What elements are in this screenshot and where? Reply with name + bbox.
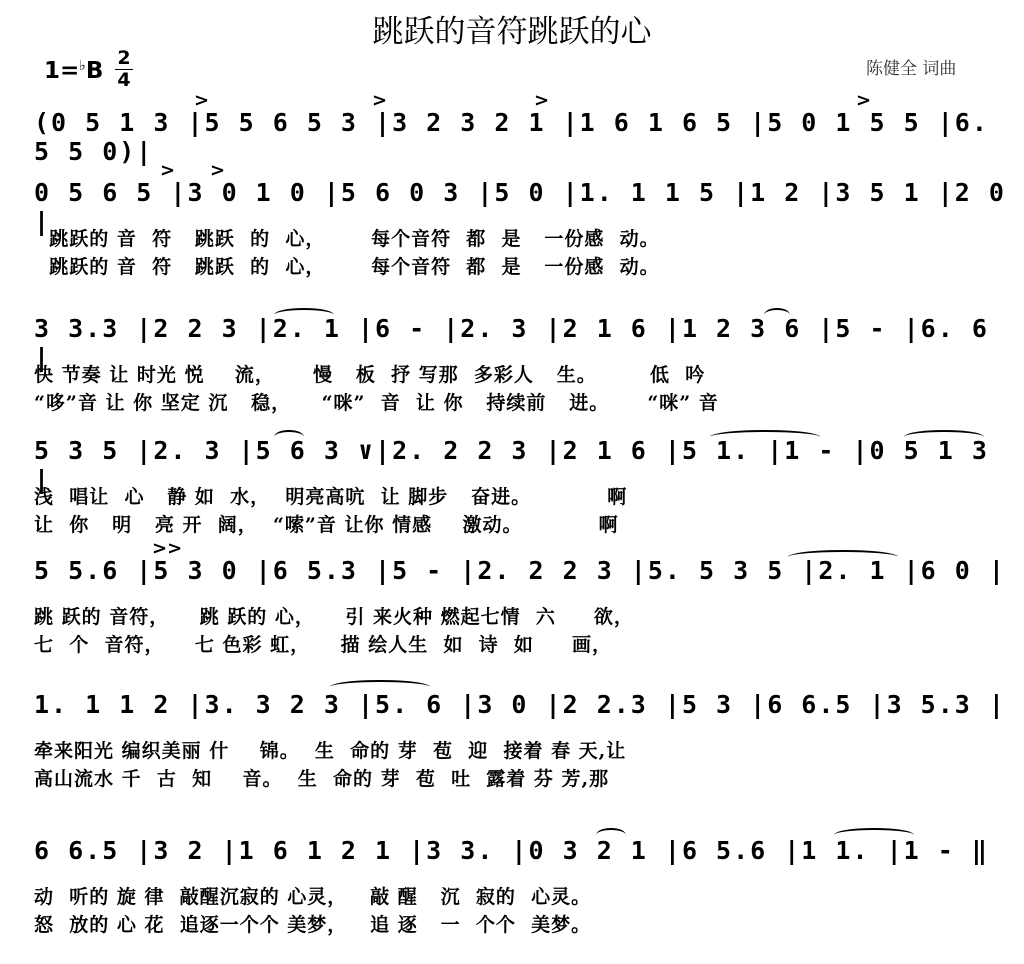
accent-mark: > <box>194 90 210 111</box>
key-note: B <box>85 58 104 84</box>
lyric-verse-1: 牵来阳光 编织美丽 什 锦。 生 命的 芽 苞 迎 接着 春 天,让 <box>34 740 627 762</box>
accent-mark: > <box>856 90 872 111</box>
notation-row: 0 5 6 5 |3 0 1 0 |5 6 0 3 |5 0 |1. 1 1 5 |1 2 |3 5 1 |2 0 | <box>34 178 1006 236</box>
composer-credit: 陈健全 词曲 <box>866 59 957 79</box>
notation-row: 6 6.5 |3 2 |1 6 1 2 1 |3 3. |0 3 2 1 |6 5.6 |1 1. |1 - ‖ <box>34 836 989 865</box>
lyric-verse-1: 跳 跃的 音符， 跳 跃的 心， 引 来火种 燃起七情 六 欲， <box>34 606 634 628</box>
meter-top: 2 <box>115 48 133 70</box>
accent-mark: > <box>160 160 176 181</box>
tie-mark <box>834 828 914 842</box>
meter-bottom: 4 <box>117 69 131 91</box>
lyric-verse-2: 七 个 音符， 七 色彩 虹， 描 绘人生 如 诗 如 画， <box>34 634 612 656</box>
flat-sign: ♭ <box>79 58 86 74</box>
tie-mark <box>710 430 820 444</box>
key-label: 1= <box>44 58 80 84</box>
slur-mark <box>274 308 334 322</box>
notation-row: 3 3.3 |2 2 3 |2. 1 |6 - |2. 3 |2 1 6 |1 2 3 6 |5 - |6. 6 | <box>34 314 989 372</box>
slur-mark <box>788 550 898 564</box>
notation-row: 5 3 5 |2. 3 |5 6 3 ∨|2. 2 2 3 |2 1 6 |5 1. |1 - |0 5 1 3 | <box>34 436 989 494</box>
slur-mark <box>330 680 430 694</box>
accent-mark: > <box>372 90 388 111</box>
lyric-verse-2: 高山流水 千 古 知 音。 生 命的 芽 苞 吐 露着 芬 芳,那 <box>34 768 610 790</box>
slur-mark <box>274 430 304 444</box>
lyric-verse-2: 怒 放的 心 花 追逐一个个 美梦， 追 逐 一 个个 美梦。 <box>34 914 592 936</box>
accent-mark: > <box>210 160 226 181</box>
fermata-mark <box>596 828 626 842</box>
key-signature <box>44 58 103 84</box>
lyric-verse-1: 快 节奏 让 时光 悦 流， 慢 板 抒 写那 多彩人 生。 低 吟 <box>34 364 706 386</box>
notation-row: 5 5.6 |5 3 0 |6 5.3 |5 - |2. 2 2 3 |5. 5 3 5 |2. 1 |6 0 | <box>34 556 1006 585</box>
lyric-verse-2: 跳跃的 音 符 跳跃 的 心， 每个音符 都 是 一份感 动。 <box>34 256 660 278</box>
accent-mark: >> <box>152 538 183 559</box>
notation-row: 1. 1 1 2 |3. 3 2 3 |5. 6 |3 0 |2 2.3 |5 3 |6 6.5 |3 5.3 | <box>34 690 1006 719</box>
time-signature <box>115 48 133 91</box>
notation-row: (0 5 1 3 |5 5 6 5 3 |3 2 3 2 1 |1 6 1 6 5 |5 0 1 5 5 |6. 5 5 0)| <box>34 108 989 166</box>
lyric-verse-1: 动 听的 旋 律 敲醒沉寂的 心灵， 敲 醒 沉 寂的 心灵。 <box>34 886 592 908</box>
lyric-verse-1: 跳跃的 音 符 跳跃 的 心， 每个音符 都 是 一份感 动。 <box>34 228 660 250</box>
fermata-mark <box>764 308 790 322</box>
accent-mark: > <box>534 90 550 111</box>
lyric-verse-2: “哆”音 让 你 坚定 沉 稳， “咪” 音 让 你 持续前 进。 “咪” 音 <box>34 392 719 414</box>
song-title: 跳跃的音符跳跃的心 <box>372 14 652 50</box>
slur-mark <box>904 430 984 444</box>
lyric-verse-1: 浅 唱让 心 静 如 水， 明亮高吭 让 脚步 奋进。 啊 <box>34 486 628 508</box>
lyric-verse-2: 让 你 明 亮 开 阔， “嗦”音 让你 情感 激动。 啊 <box>34 514 619 536</box>
